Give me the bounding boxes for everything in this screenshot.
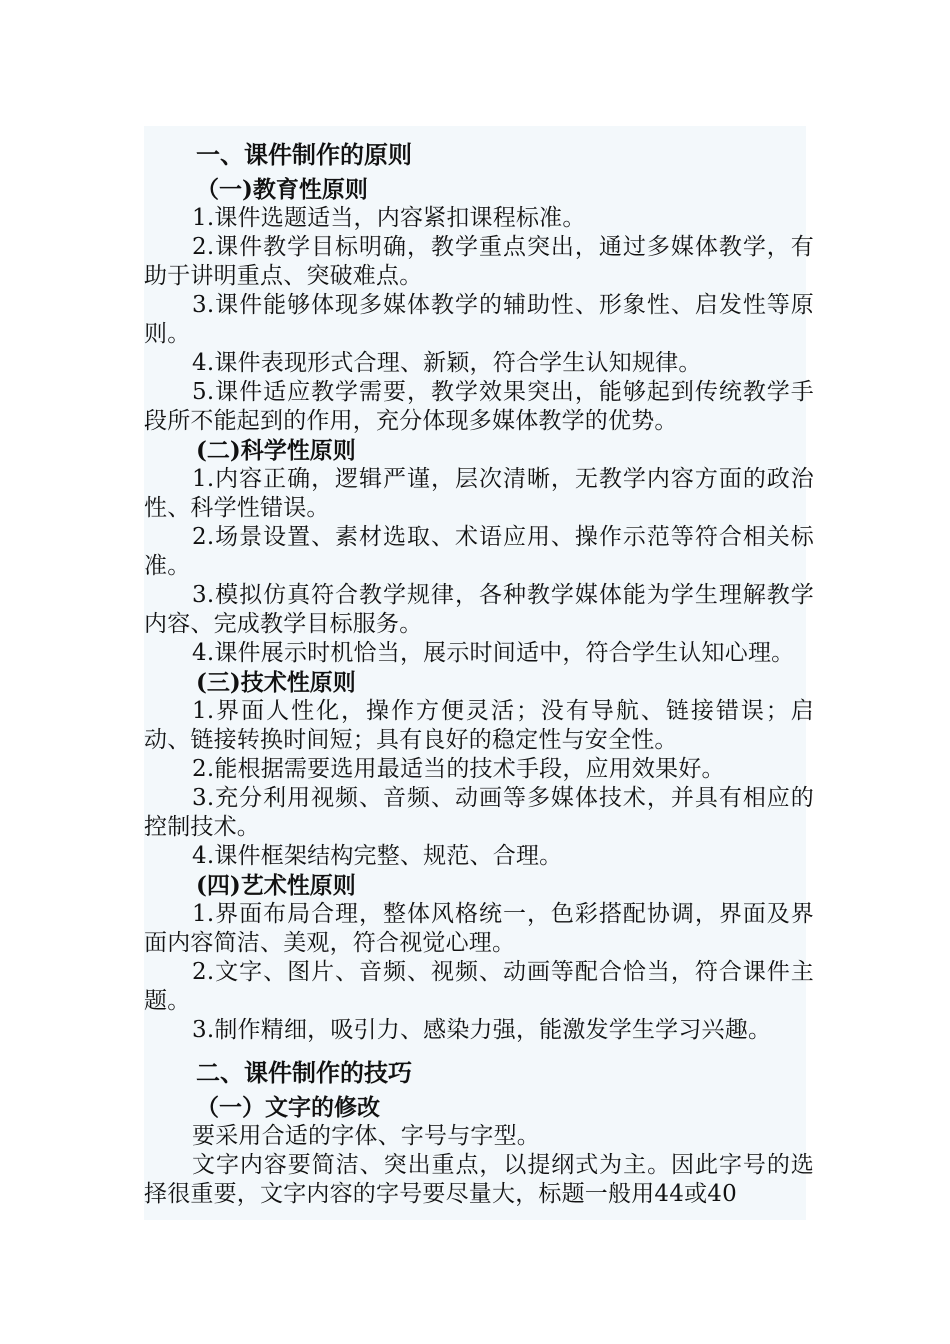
paragraph: 1.界面布局合理，整体风格统一，色彩搭配协调，界面及界面内容简洁、美观，符合视觉心理。 — [144, 901, 814, 956]
paragraph: 4.课件表现形式合理、新颖，符合学生认知规律。 — [192, 350, 702, 376]
section-heading: 一、课件制作的原则 — [196, 140, 412, 169]
subsection-heading: （一)教育性原则 — [196, 176, 368, 203]
paragraph: 2.文字、图片、音频、视频、动画等配合恰当，符合课件主题。 — [144, 959, 814, 1014]
subsection-heading: （一）文字的修改 — [196, 1094, 380, 1121]
section-heading: 二、课件制作的技巧 — [196, 1058, 412, 1087]
paragraph: 1.课件选题适当，内容紧扣课程标准。 — [192, 205, 586, 231]
paragraph: 要采用合适的字体、字号与字型。 — [192, 1123, 540, 1149]
paragraph: 2.课件教学目标明确，教学重点突出，通过多媒体教学，有助于讲明重点、突破难点。 — [144, 234, 814, 289]
subsection-heading: (三)技术性原则 — [196, 669, 356, 696]
paragraph: 3.课件能够体现多媒体教学的辅助性、形象性、启发性等原则。 — [144, 292, 814, 347]
paragraph: 5.课件适应教学需要，教学效果突出，能够起到传统教学手段所不能起到的作用，充分体现多媒体教学的优势。 — [144, 379, 814, 434]
document-body — [144, 135, 814, 1209]
paragraph: 3.制作精细，吸引力、感染力强，能激发学生学习兴趣。 — [192, 1017, 772, 1043]
subsection-heading: (二)科学性原则 — [196, 437, 356, 464]
paragraph: 4.课件框架结构完整、规范、合理。 — [192, 843, 563, 869]
paragraph: 3.模拟仿真符合教学规律，各种教学媒体能为学生理解教学内容、完成教学目标服务。 — [144, 582, 814, 637]
paragraph: 1.界面人性化，操作方便灵活；没有导航、链接错误；启动、链接转换时间短；具有良好的稳定性与安全性。 — [144, 698, 814, 753]
paragraph: 3.充分利用视频、音频、动画等多媒体技术，并具有相应的控制技术。 — [144, 785, 814, 840]
subsection-heading: (四)艺术性原则 — [196, 872, 356, 899]
paragraph: 2.能根据需要选用最适当的技术手段，应用效果好。 — [192, 756, 725, 782]
paragraph: 2.场景设置、素材选取、术语应用、操作示范等符合相关标准。 — [144, 524, 814, 579]
paragraph: 4.课件展示时机恰当，展示时间适中，符合学生认知心理。 — [192, 640, 795, 666]
paragraph: 1.内容正确，逻辑严谨，层次清晰，无教学内容方面的政治性、科学性错误。 — [144, 466, 814, 521]
paragraph: 文字内容要简洁、突出重点，以提纲式为主。因此字号的选择很重要，文字内容的字号要尽量大，标题一般用44或40 — [144, 1152, 814, 1207]
